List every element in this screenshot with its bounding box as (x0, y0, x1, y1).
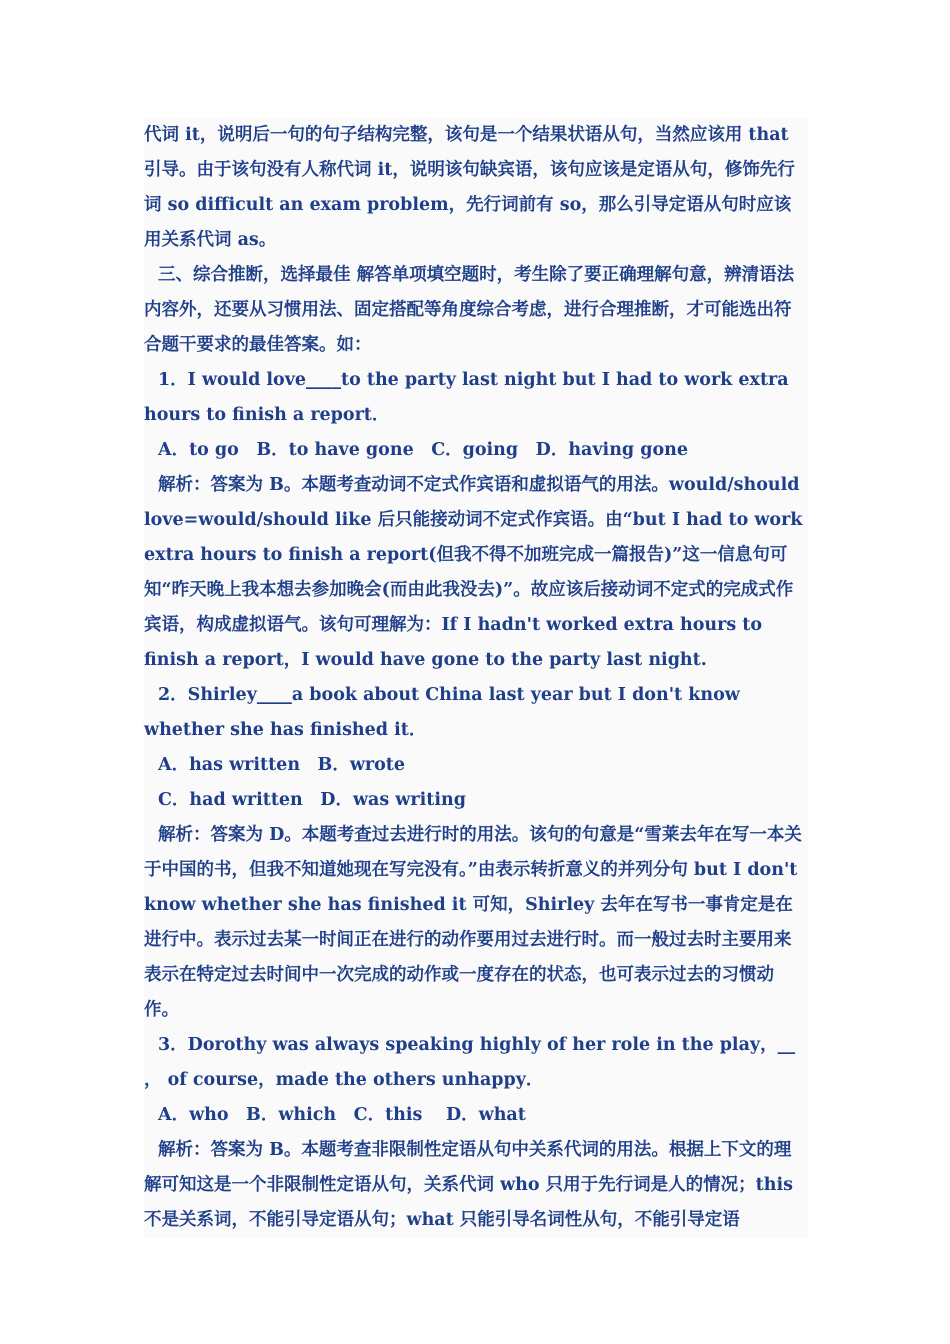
question-2-options-ab: A．has written B．wrote (158, 755, 406, 775)
question-2-analysis: 解析：答案为 D。本题考查过去进行时的用法。该句的句意是“雪莱去年在写一本关于中国的书，但我不知道她现在写完没有。”由表示转折意义的并列分句 but I don't know whether she has finished it 可知，Shirley 去年在写书一事肯定是在进行中。表示过去某一时间正在进行的动作要用过去进行时。而一般过去时主要用来表示在特定过去时间中一次完成的动作或一度存在的状态，也可表示过去的习惯动作。 (144, 825, 802, 1020)
document-body (144, 118, 808, 1238)
question-2-options-cd: C．had written D．was writing (158, 790, 466, 810)
question-3-options: A．who B．which C．this D．what (158, 1105, 526, 1125)
question-3: 3．Dorothy was always speaking highly of her role in the play，__ ， of course，made the others unhappy． (144, 1035, 796, 1090)
question-3-analysis: 解析：答案为 B。本题考查非限制性定语从句中关系代词的用法。根据上下文的理解可知这是一个非限制性定语从句，关系代词 who 只用于先行词是人的情况；this 不是关系词，不能引导定语从句；what 只能引导名词性从句，不能引导定语 (144, 1140, 793, 1230)
question-1-analysis: 解析：答案为 B。本题考查动词不定式作宾语和虚拟语气的用法。would/should love=would/should like 后只能接动词不定式作宾语。由“but I had to work extra hours to finish a report(但我不得不加班完成一篇报告)”这一信息句可知“昨天晚上我本想去参加晚会(而由此我没去)”。故应该后接动词不定式的完成式作宾语，构成虚拟语气。该句可理解为：If I hadn't worked extra hours to finish a report，I would have gone to the party last night. (144, 475, 803, 670)
question-2: 2．Shirley____a book about China last year but I don't know whether she has finished it． (144, 685, 740, 740)
paragraph-continuation: 代词 it，说明后一句的句子结构完整，该句是一个结果状语从句，当然应该用 that 引导。由于该句没有人称代词 it，说明该句缺宾语，该句应该是定语从句，修饰先行词 so difficult an exam problem，先行词前有 so，那么引导定语从句时应该用关系代词 as。 (144, 125, 795, 250)
question-1-options: A．to go B．to have gone C．going D．having gone (158, 440, 689, 460)
question-1: 1．I would love____to the party last night but I had to work extra hours to finish a report． (144, 370, 789, 425)
section-heading-paragraph: 三、综合推断，选择最佳 解答单项填空题时，考生除了要正确理解句意，辨清语法内容外，还要从习惯用法、固定搭配等角度综合考虑，进行合理推断，才可能选出符合题干要求的最佳答案。如： (144, 265, 795, 355)
